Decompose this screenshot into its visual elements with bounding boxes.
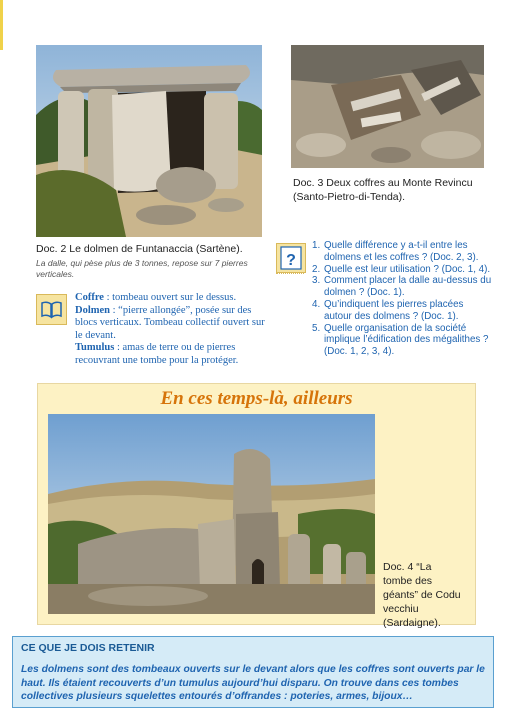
question-item: 5. Quelle organisation de la société implique l’édification des mégalithes ? (Doc. 1, 2, 3, 4). <box>312 322 489 358</box>
ailleurs-box <box>37 383 476 629</box>
page-edge-mark <box>0 0 3 50</box>
question-item: 2. Quelle est leur utilisation ? (Doc. 1, 4). <box>312 263 491 275</box>
tombe-des-geants-photo <box>48 414 375 614</box>
questions-list <box>312 240 492 358</box>
question-item: 4. Qu’indiquent les pierres placées autour des dolmens ? (Doc. 1). <box>312 298 464 322</box>
doc2-caption: Doc. 2 Le dolmen de Funtanaccia (Sartène). <box>36 243 243 255</box>
ailleurs-title: En ces temps-là, ailleurs <box>160 388 353 409</box>
question-mark-icon <box>276 243 306 273</box>
lexicon <box>75 292 267 367</box>
retenir-text: Les dolmens sont des tombeaux ouverts sur le devant alors que les coffres sont ouverts par le haut. Ils étaient recouverts d’un tumulus aujourd’hui disparu. On trouve dans ces tombes collectives plusieurs squelettes entourés d’offrandes : poteries, armes, bijoux… <box>21 664 485 702</box>
lexicon-entry-tumulus: Tumulus : amas de terre ou de pierres recouvrant une tombe pour la protéger. <box>75 342 239 366</box>
retenir-title: CE QUE JE DOIS RETENIR <box>21 642 155 654</box>
doc3-caption: Doc. 3 Deux coffres au Monte Revincu (Santo-Pietro-di-Tenda). <box>293 177 473 203</box>
book-icon <box>36 294 67 325</box>
doc4-caption: Doc. 4 “La tombe des géants” de Codu vecchiu (Sardaigne). <box>383 561 461 629</box>
doc2-subcaption: La dalle, qui pèse plus de 3 tonnes, repose sur 7 pierres verticales. <box>36 258 248 279</box>
coffres-photo <box>291 45 484 168</box>
svg-text:?: ? <box>286 252 296 269</box>
retenir-box <box>12 636 494 708</box>
question-item: 3. Comment placer la dalle au-dessus du dolmen ? (Doc. 1). <box>312 275 492 299</box>
lexicon-entry-dolmen: Dolmen : “pierre allongée”, posée sur des blocs verticaux. Tombeau collectif ouvert sur le devant. <box>75 304 265 341</box>
question-item: 1. Quelle différence y a-t-il entre les dolmens et les coffres ? (Doc. 2, 3). <box>312 240 479 263</box>
questions-separator <box>276 273 304 274</box>
lexicon-entry-coffre: Coffre : tombeau ouvert sur le dessus. <box>75 292 237 303</box>
dolmen-photo <box>36 45 262 237</box>
